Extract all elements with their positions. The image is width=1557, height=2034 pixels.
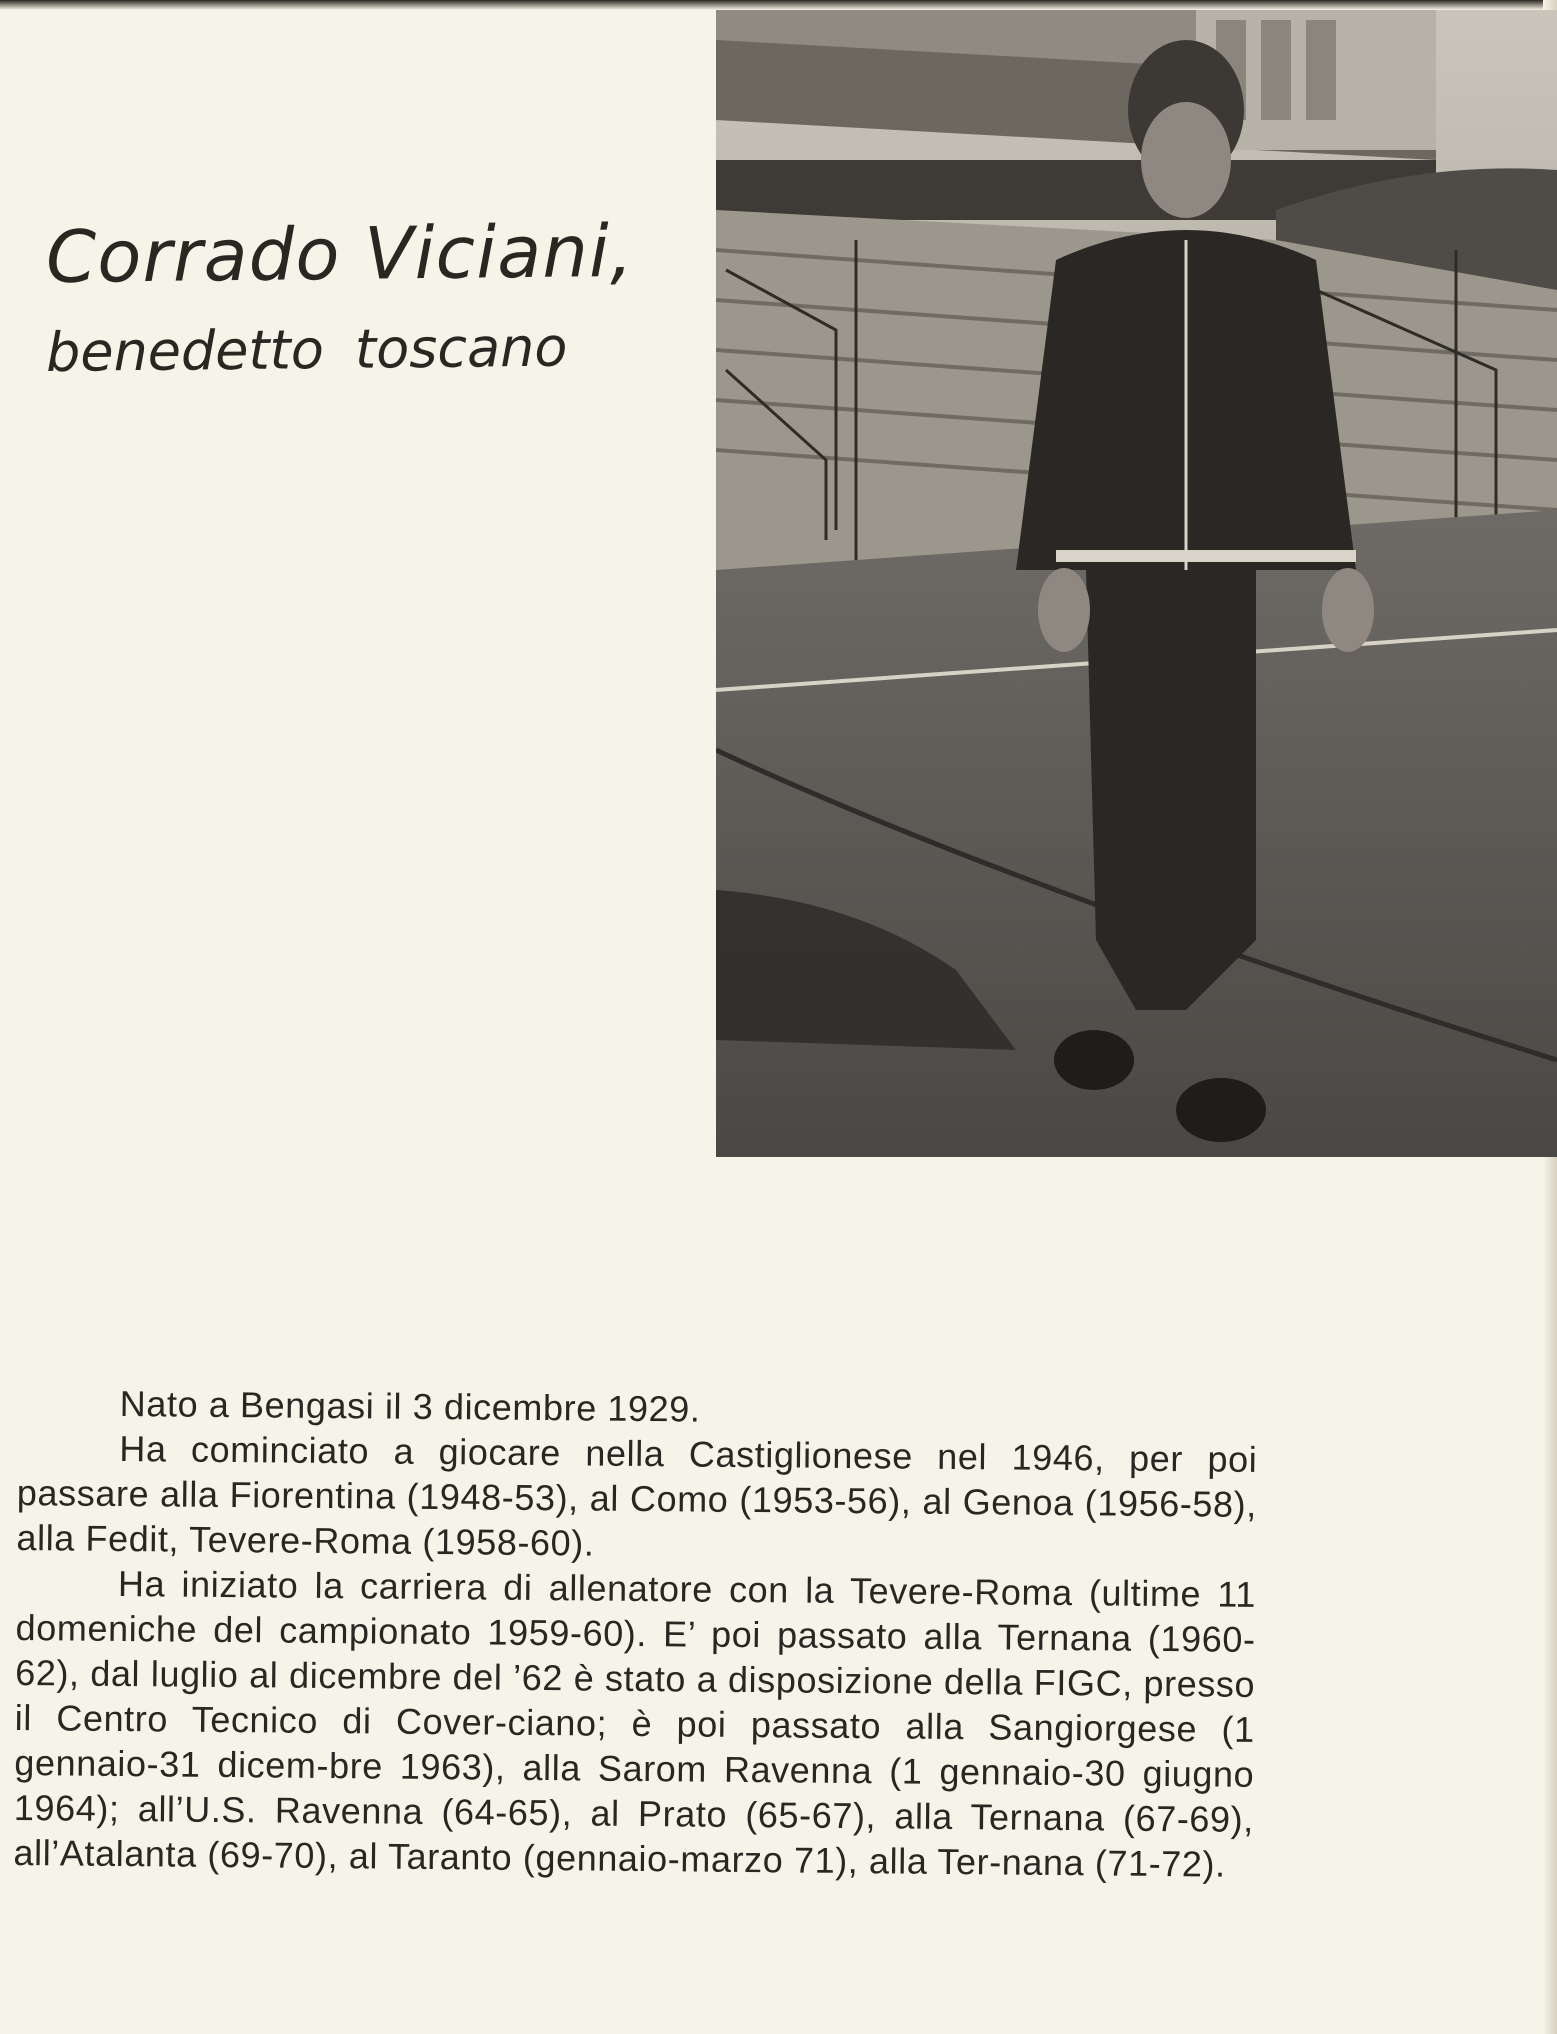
- title-block: [45, 208, 686, 384]
- photo-icon: [716, 10, 1557, 1157]
- page-top-edge: [0, 0, 1557, 10]
- article-title: Corrado Viciani,: [45, 208, 635, 299]
- biography-text: [13, 1380, 1258, 1887]
- portrait-photo: [716, 10, 1557, 1157]
- article-subtitle: benedetto toscano: [45, 315, 568, 384]
- paragraph-birth: Nato a Bengasi il 3 dicembre 1929.: [119, 1382, 701, 1430]
- paragraph-coaching-career: Ha iniziato la carriera di allenatore con la Tevere-Roma (ultime 11 domeniche del campionato 1959-60). E’ poi passato alla Ternana (1960-62), dal luglio al dicembre del ’62 è stato a disposizione della FIGC, presso il Centro Tecnico di Cover-ciano; è poi passato alla Sangiorgese (1 gennaio-31 dicem-bre 1963), alla Sarom Ravenna (1 gennaio-30 giugno 1964); all’U.S. Ravenna (64-65), al Prato (65-67), alla Ternana (67-69), all’Atalanta (69-70), al Taranto (gennaio-marzo 71), alla Ter-nana (71-72).: [13, 1562, 1257, 1885]
- paragraph-player-career: Ha cominciato a giocare nella Castiglionese nel 1946, per poi passare alla Fiorentina (1948-53), al Como (1953-56), al Genoa (1956-58), alla Fedit, Tevere-Roma (1958-60).: [16, 1427, 1258, 1564]
